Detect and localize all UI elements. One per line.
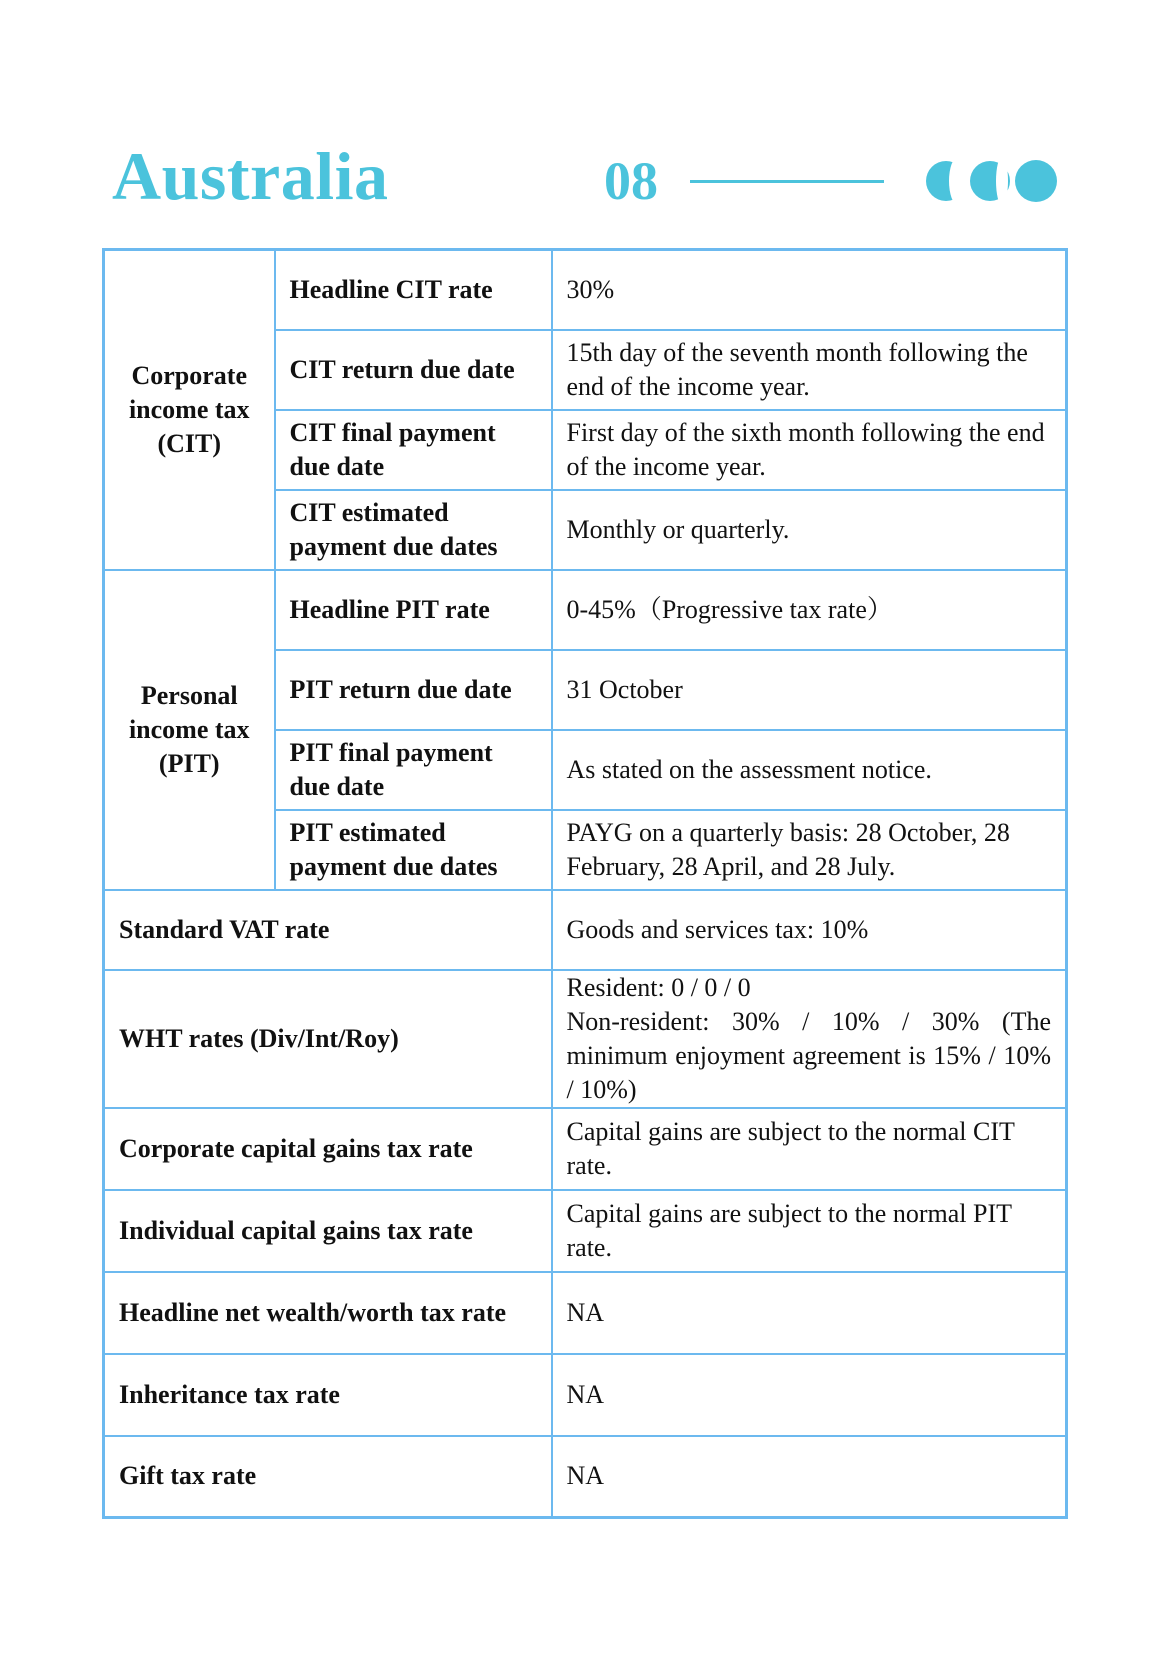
group-label-pit: Personal income tax (PIT) [104,570,275,890]
row-value: NA [552,1272,1067,1354]
row-value: Capital gains are subject to the normal CIT rate. [552,1108,1067,1190]
row-label: Corporate capital gains tax rate [104,1108,552,1190]
page-header [0,0,1166,230]
row-label: WHT rates (Div/Int/Roy) [104,970,552,1108]
table-row [104,1108,1067,1190]
table-row [104,970,1067,1108]
three-moon-phases-icon [924,158,1060,204]
wht-nonresident-value: Non-resident: 30% / 10% / 30% (The minimum enjoyment agreement is 15% / 10% / 10%) [566,1006,1051,1104]
row-label: PIT final payment due date [275,730,552,810]
page-number: 08 [604,151,658,211]
row-value: First day of the sixth month following the end of the income year. [552,410,1067,490]
row-label: PIT return due date [275,650,552,730]
country-title: Australia [112,138,389,214]
table-row [104,1436,1067,1518]
table-row [104,890,1067,970]
row-value: 31 October [552,650,1067,730]
wht-resident-value: Resident: 0 / 0 / 0 [566,972,751,1002]
header-divider-line [690,180,884,183]
group-label-cit: Corporate income tax (CIT) [104,250,275,570]
row-label: CIT final payment due date [275,410,552,490]
row-label: Headline net wealth/worth tax rate [104,1272,552,1354]
row-value: PAYG on a quarterly basis: 28 October, 28 February, 28 April, and 28 July. [552,810,1067,890]
row-value: NA [552,1354,1067,1436]
row-value: 15th day of the seventh month following the end of the income year. [552,330,1067,410]
row-label: CIT return due date [275,330,552,410]
row-label: Gift tax rate [104,1436,552,1518]
row-label: PIT estimated payment due dates [275,810,552,890]
table-row [104,1272,1067,1354]
table-row [104,1190,1067,1272]
table-row [104,570,1067,650]
row-value: Goods and services tax: 10% [552,890,1067,970]
row-value: 0-45%（Progressive tax rate） [552,570,1067,650]
row-value: Monthly or quarterly. [552,490,1067,570]
tax-summary-table [102,248,1068,1519]
row-label: Inheritance tax rate [104,1354,552,1436]
row-value: As stated on the assessment notice. [552,730,1067,810]
row-value [552,970,1067,1108]
row-value: Capital gains are subject to the normal PIT rate. [552,1190,1067,1272]
row-label: Headline CIT rate [275,250,552,330]
row-value: 30% [552,250,1067,330]
row-label: Standard VAT rate [104,890,552,970]
table-row [104,250,1067,330]
row-label: Headline PIT rate [275,570,552,650]
row-label: CIT estimated payment due dates [275,490,552,570]
table-row [104,1354,1067,1436]
row-value: NA [552,1436,1067,1518]
row-label: Individual capital gains tax rate [104,1190,552,1272]
